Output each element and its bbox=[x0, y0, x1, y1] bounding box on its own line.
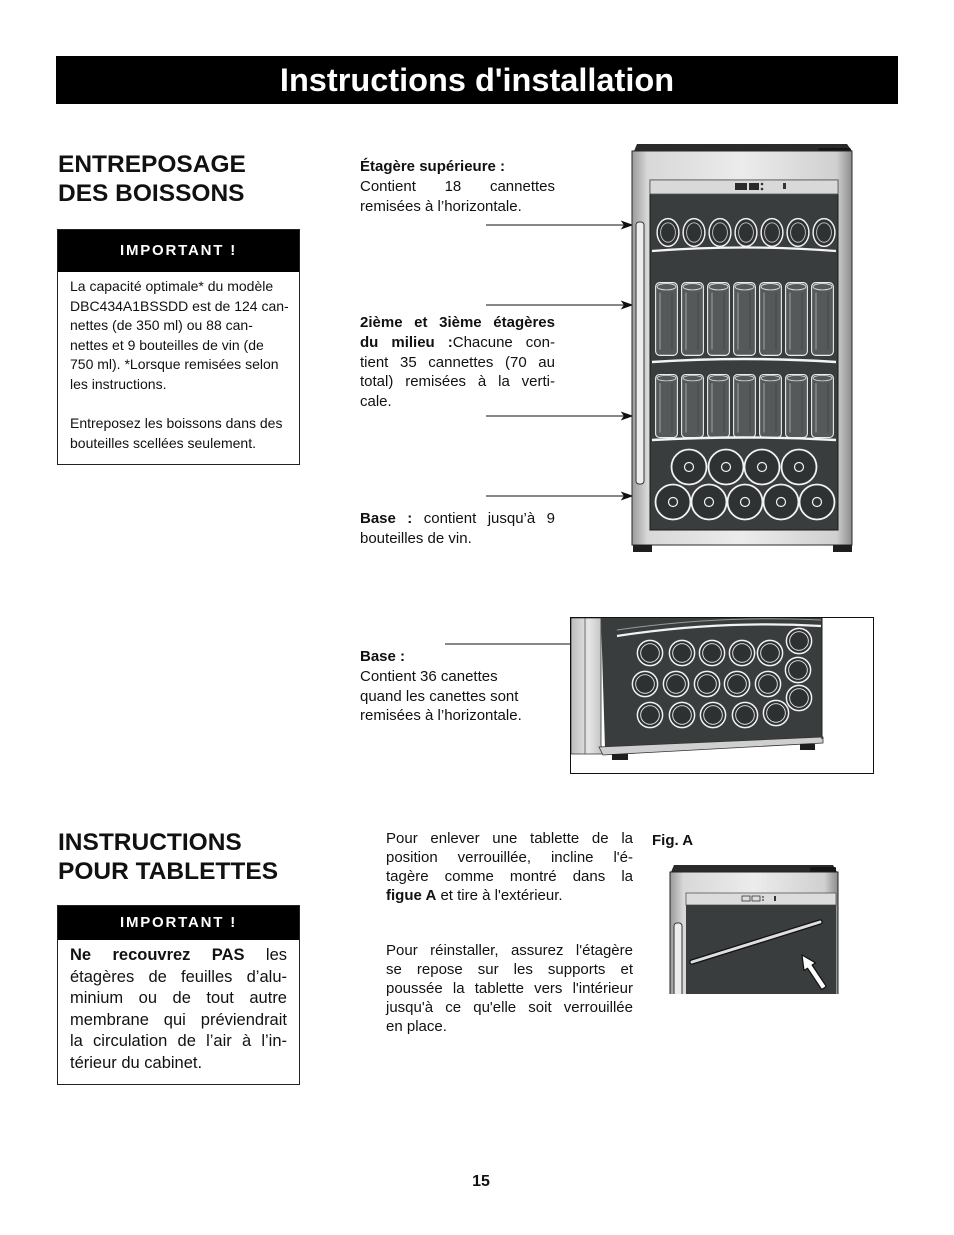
body-line: La capacité optimale* du modèle bbox=[70, 278, 274, 294]
paragraph-line: en place. bbox=[386, 1018, 447, 1035]
body-line: les instructions. bbox=[70, 375, 167, 392]
callout-text: contient jusqu’à 9 bbox=[423, 510, 556, 527]
important-label: IMPORTANT ! bbox=[58, 230, 299, 272]
warning-text: les bbox=[265, 946, 287, 964]
body-line: la circulation de l’air à l’in- bbox=[70, 1032, 287, 1051]
shelves-heading-line: POUR TABLETTES bbox=[58, 858, 279, 885]
paragraph-line: poussée la tablette vers l'intérieur bbox=[386, 980, 633, 997]
control-panel bbox=[650, 180, 838, 194]
base-cans-illustration bbox=[571, 618, 872, 772]
paragraph-text: et tire à l'extérieur. bbox=[440, 887, 563, 904]
storage-heading-line: DES BOISSONS bbox=[58, 179, 245, 207]
door-edge bbox=[571, 618, 607, 754]
body-line: minium ou de tout autre bbox=[70, 989, 287, 1008]
callout-base-cans bbox=[360, 647, 560, 726]
third-shelf-cans bbox=[656, 375, 834, 438]
callout-label: Étagère supérieure : bbox=[360, 158, 506, 175]
left-foot bbox=[633, 545, 652, 552]
callout-line: remisées à l’horizontale. bbox=[360, 197, 522, 215]
glass-door bbox=[686, 905, 836, 994]
body-line: étagères de feuilles d’alu- bbox=[70, 967, 287, 986]
warning-lead: Ne recouvrez PAS bbox=[70, 946, 245, 964]
callout-line: cale. bbox=[360, 393, 392, 411]
body-line: 750 ml). *Lorsque remisées selon bbox=[70, 356, 279, 373]
body-line: DBC434A1BSSDD est de 124 can- bbox=[70, 297, 289, 314]
callout-line: total) remisées à la verti- bbox=[360, 373, 555, 391]
paragraph-line: jusqu'à ce qu'elle soit verrouillée bbox=[386, 999, 633, 1016]
right-foot bbox=[800, 744, 815, 750]
callout-line: tient 35 cannettes (70 au bbox=[360, 353, 555, 371]
callout-label: Base : bbox=[360, 510, 413, 527]
figure-a-illustration bbox=[668, 862, 840, 994]
body-line: térieur du cabinet. bbox=[70, 1053, 203, 1072]
paragraph-gap bbox=[70, 395, 299, 415]
second-shelf-cans bbox=[656, 283, 834, 356]
body-line: bouteilles scellées seulement. bbox=[70, 434, 256, 451]
shelves-heading bbox=[58, 828, 278, 886]
storage-heading bbox=[58, 151, 246, 208]
storage-important-box bbox=[57, 229, 300, 465]
body-line: nettes (de 350 ml) ou 88 can- bbox=[70, 317, 253, 334]
body-line: nettes et 9 bouteilles de vin (de bbox=[70, 336, 264, 353]
callout-label: 2ième et 3ième étagères bbox=[360, 314, 555, 331]
reinstall-shelf-paragraph bbox=[386, 941, 633, 1036]
callout-line: bouteilles de vin. bbox=[360, 529, 472, 547]
header-bar bbox=[56, 56, 898, 104]
important-label: IMPORTANT ! bbox=[58, 906, 299, 940]
base-cans-detail-image bbox=[570, 617, 874, 774]
shelves-important-box bbox=[57, 905, 300, 1085]
door-handle bbox=[674, 923, 682, 994]
paragraph-line bbox=[386, 886, 633, 905]
callout-line: Contient 18 cannettes bbox=[360, 177, 555, 195]
remove-shelf-paragraph bbox=[386, 829, 633, 905]
paragraph-line: Pour enlever une tablette de la bbox=[386, 830, 633, 847]
shelves-heading-line: INSTRUCTIONS bbox=[58, 829, 242, 856]
beverage-center-illustration bbox=[630, 140, 856, 555]
paragraph-line: position verrouillée, incline l'é- bbox=[386, 849, 633, 866]
body-line: membrane qui préviendrait bbox=[70, 1010, 287, 1029]
callout-label: Base : bbox=[360, 648, 406, 665]
door-handle bbox=[636, 222, 644, 484]
paragraph-line: Pour réinstaller, assurez l'étagère bbox=[386, 942, 633, 959]
page-number: 15 bbox=[472, 1173, 490, 1190]
callout-label: du milieu : bbox=[360, 333, 453, 351]
control-panel bbox=[686, 893, 836, 905]
callout-line: Contient 36 canettes bbox=[360, 667, 498, 685]
callout-line: remisées à l’horizontale. bbox=[360, 707, 522, 725]
paragraph-line: se repose sur les supports et bbox=[386, 961, 633, 978]
left-foot bbox=[612, 754, 628, 760]
body-line bbox=[70, 945, 287, 967]
storage-heading-line: ENTREPOSAGE bbox=[58, 151, 246, 178]
figure-label: Fig. A bbox=[652, 832, 694, 849]
callout-text: Chacune con- bbox=[452, 333, 555, 351]
body-line: Entreposez les boissons dans des bbox=[70, 415, 283, 432]
callout-line: quand les canettes sont bbox=[360, 687, 519, 705]
page-title: Instructions d'installation bbox=[279, 62, 675, 98]
callout-leader-lines bbox=[440, 210, 635, 650]
paragraph-line: tagère comme montré dans la bbox=[386, 868, 633, 885]
figure-reference: figue A bbox=[386, 887, 437, 904]
callout-top-shelf bbox=[360, 157, 555, 216]
right-foot bbox=[833, 545, 852, 552]
storage-important-body bbox=[58, 272, 299, 453]
shelves-important-body bbox=[58, 940, 287, 1075]
